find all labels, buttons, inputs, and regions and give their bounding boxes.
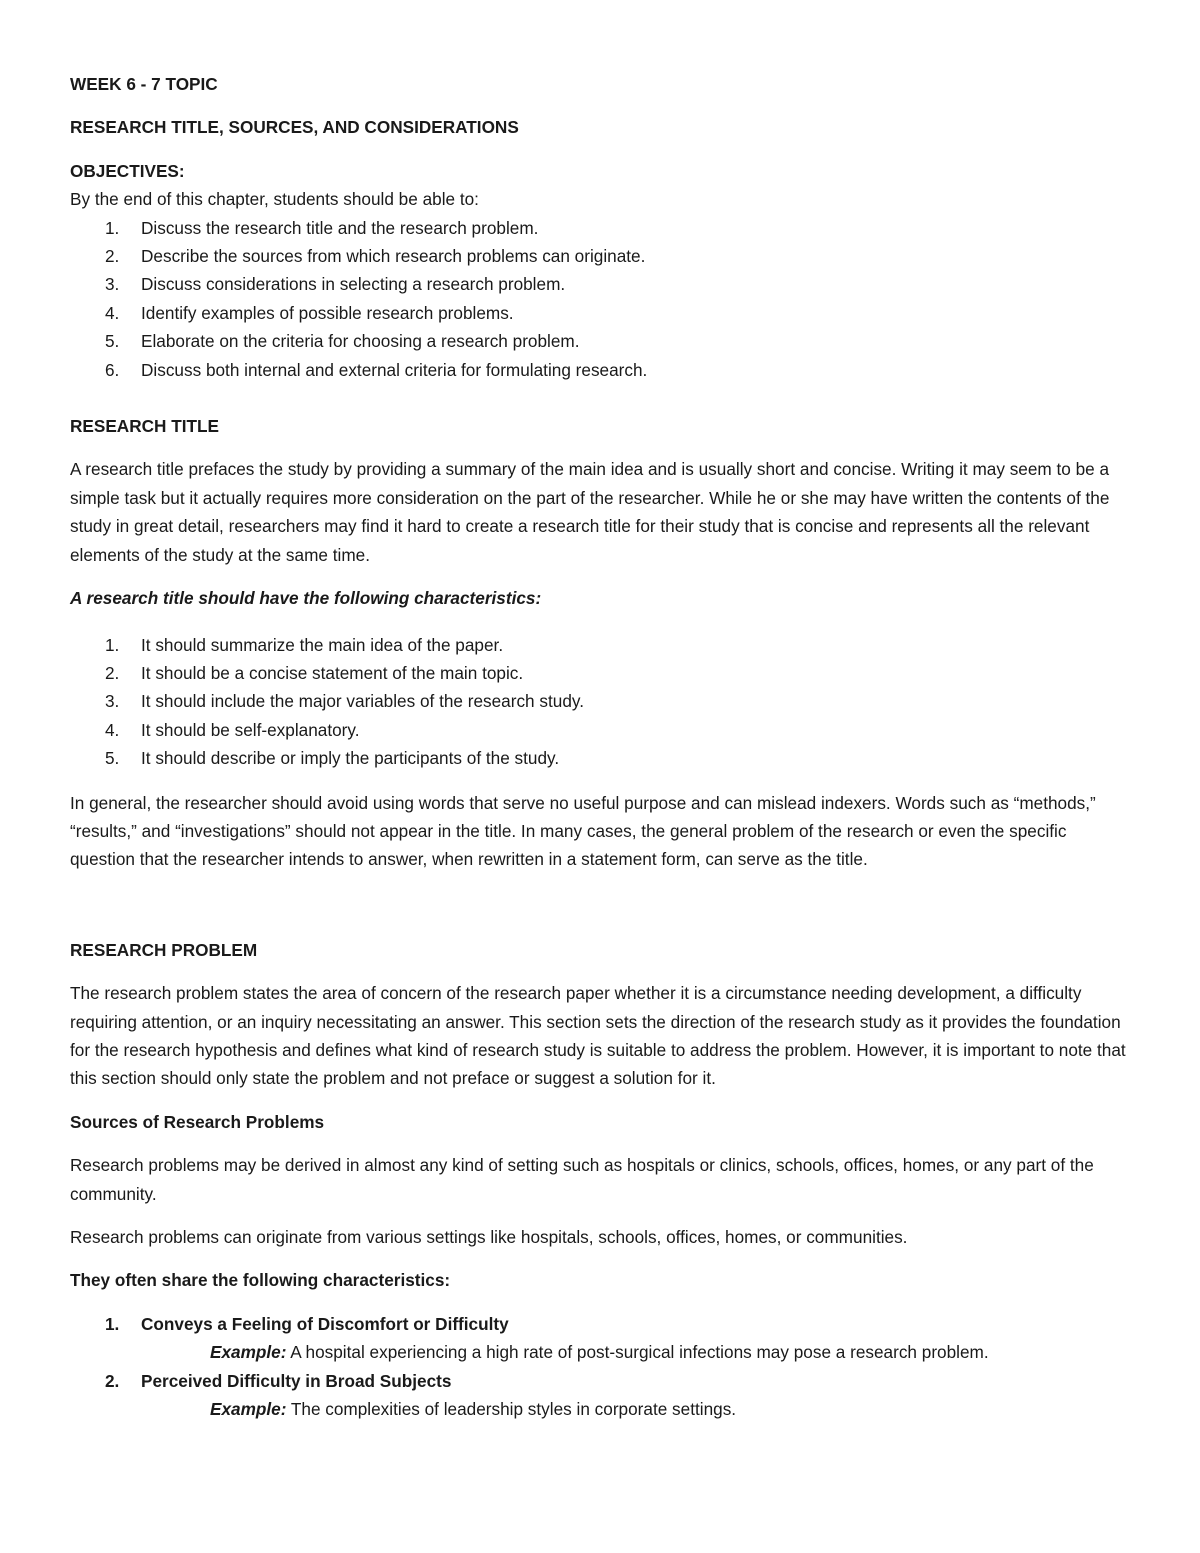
research-title-heading: RESEARCH TITLE	[70, 416, 219, 437]
list-item	[70, 1367, 1130, 1395]
research-problem-heading: RESEARCH PROBLEM	[70, 939, 258, 960]
list-text: It should be self-explanatory.	[141, 719, 360, 740]
list-number: 5.	[105, 748, 120, 769]
list-text: Elaborate on the criteria for choosing a research problem.	[141, 331, 580, 352]
list-text: Describe the sources from which research problems can originate.	[141, 246, 646, 267]
example-label: Example:	[210, 1399, 287, 1420]
list-item	[70, 631, 1130, 659]
list-number: 1.	[105, 217, 120, 238]
list-number: 1.	[105, 634, 120, 655]
list-text: It should summarize the main idea of the paper.	[141, 634, 504, 655]
list-number: 1.	[105, 1313, 120, 1334]
list-item	[70, 242, 1130, 270]
research-title-paragraph: A research title prefaces the study by providing a summary of the main idea and is usually short and concise. Writing it may seem to be a simple task but it actually requires more consideration on the part of the researcher. While he or she may have written the contents of the study in great detail, researchers may find it hard to create a research title for their study that is concise and represents all the relevant elements of the study at the same time.	[70, 459, 1110, 565]
list-item	[70, 687, 1130, 715]
objectives-heading: OBJECTIVES:	[70, 160, 185, 181]
share-heading: They often share the following characteristics:	[70, 1270, 451, 1291]
example-label: Example:	[210, 1342, 287, 1363]
list-text: It should be a concise statement of the main topic.	[141, 662, 524, 683]
list-item	[70, 299, 1130, 327]
sources-heading: Sources of Research Problems	[70, 1111, 325, 1132]
example-text: The complexities of leadership styles in corporate settings.	[286, 1399, 737, 1420]
research-problem-paragraph: The research problem states the area of concern of the research paper whether it is a circumstance needing development, a difficulty requiring attention, or an inquiry necessitating an answer. This section sets the direction of the research study as it provides the foundation for the research hypothesis and defines what kind of research study is suitable to address the problem. However, it is important to note that this section should only state the problem and not preface or suggest a solution for it.	[70, 983, 1126, 1089]
document-page	[70, 70, 1130, 1423]
list-text: Identify examples of possible research problems.	[141, 302, 514, 323]
list-item	[70, 744, 1130, 772]
list-number: 3.	[105, 691, 120, 712]
list-text: Discuss considerations in selecting a research problem.	[141, 274, 566, 295]
list-number: 4.	[105, 302, 120, 323]
list-number: 5.	[105, 331, 120, 352]
list-text: It should include the major variables of the research study.	[141, 691, 584, 712]
characteristics-list	[70, 631, 1130, 773]
list-item	[70, 214, 1130, 242]
list-item	[70, 327, 1130, 355]
list-item	[70, 1310, 1130, 1338]
objectives-list	[70, 214, 1130, 384]
characteristics-heading: A research title should have the following characteristics:	[70, 588, 542, 609]
list-number: 6.	[105, 359, 120, 380]
list-text: Discuss the research title and the research problem.	[141, 217, 539, 238]
share-list	[70, 1367, 1130, 1395]
document-title: RESEARCH TITLE, SOURCES, AND CONSIDERATIONS	[70, 117, 519, 138]
list-text: Discuss both internal and external criteria for formulating research.	[141, 359, 648, 380]
list-number: 2.	[105, 662, 120, 683]
week-heading: WEEK 6 - 7 TOPIC	[70, 74, 218, 94]
list-number: 4.	[105, 719, 120, 740]
list-number: 3.	[105, 274, 120, 295]
list-item	[70, 270, 1130, 298]
example-text: A hospital experiencing a high rate of post-surgical infections may pose a research problem.	[286, 1342, 989, 1363]
research-title-closing: In general, the researcher should avoid using words that serve no useful purpose and can mislead indexers. Words such as “methods,” “results,” and “investigations” should not appear in the title. In many cases, the general problem of the research or even the specific question that the researcher intends to answer, when rewritten in a statement form, can serve as the title.	[70, 792, 1096, 870]
list-item-title: Perceived Difficulty in Broad Subjects	[141, 1370, 452, 1391]
sources-paragraph-1: Research problems may be derived in almost any kind of setting such as hospitals or clinics, schools, offices, homes, or any part of the community.	[70, 1155, 1094, 1204]
example-line	[70, 1338, 1130, 1366]
list-item	[70, 716, 1130, 744]
list-text: It should describe or imply the participants of the study.	[141, 748, 560, 769]
list-number: 2.	[105, 1370, 120, 1391]
share-list	[70, 1310, 1130, 1338]
list-item	[70, 659, 1130, 687]
example-line	[70, 1395, 1130, 1423]
list-item-title: Conveys a Feeling of Discomfort or Difficulty	[141, 1313, 509, 1334]
sources-paragraph-2: Research problems can originate from various settings like hospitals, schools, offices, homes, or communities.	[70, 1227, 908, 1247]
list-item	[70, 356, 1130, 384]
objectives-intro: By the end of this chapter, students should be able to:	[70, 189, 479, 210]
list-number: 2.	[105, 246, 120, 267]
